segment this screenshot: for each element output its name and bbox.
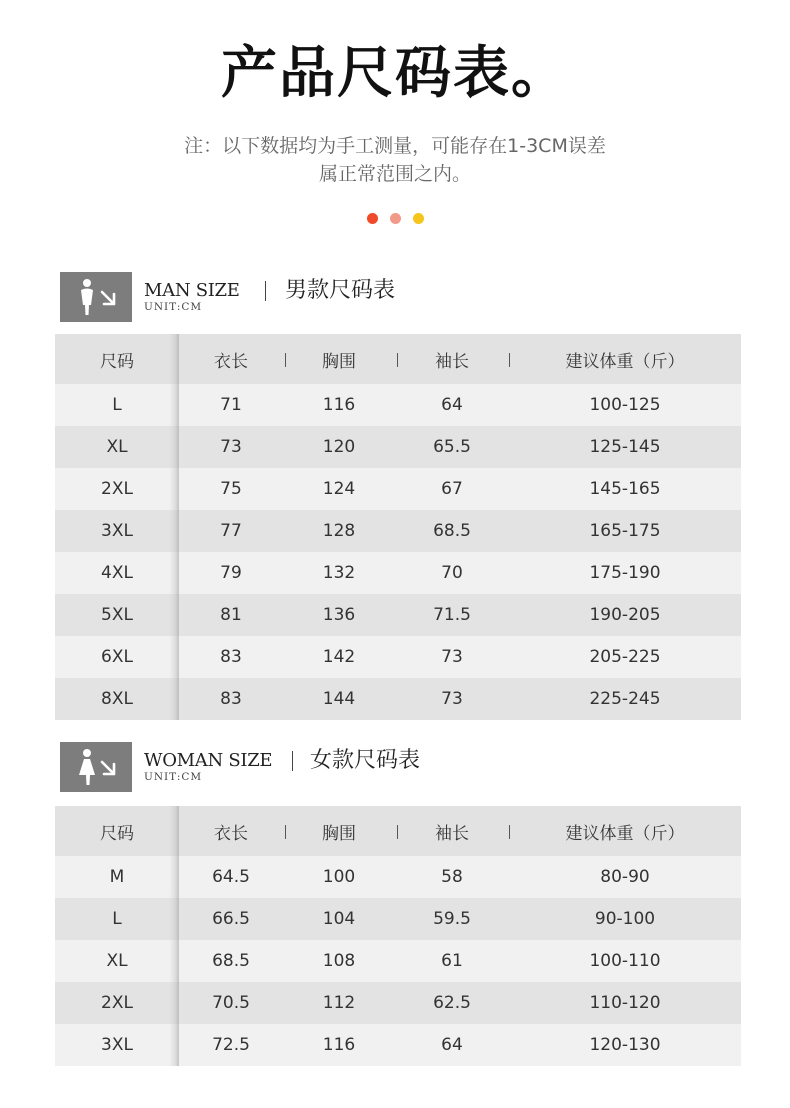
value-cell: 68.5 [212, 951, 250, 971]
value-cell: 205-225 [589, 647, 661, 667]
value-cell: 81 [220, 605, 242, 625]
value-cell: 124 [322, 479, 356, 499]
man-size-title-en: MAN SIZE [144, 280, 240, 301]
measurement-note-line1: 注：以下数据均为手工测量，可能存在1-3CM误差 [184, 135, 606, 157]
value-cell: 116 [322, 395, 356, 415]
size-cell: XL [106, 951, 128, 971]
table-row [55, 468, 741, 510]
man-size-table [55, 334, 741, 720]
header-cell: 胸围 [322, 351, 356, 372]
header-cell: 建议体重（斤） [565, 351, 685, 372]
value-cell: 136 [322, 605, 356, 625]
header-cell: 袖长 [435, 351, 469, 372]
table-row [55, 636, 741, 678]
value-cell: 116 [322, 1035, 356, 1055]
size-cell: 8XL [101, 689, 133, 709]
man-size-unit: UNIT:CM [144, 301, 203, 313]
header-cell: 建议体重（斤） [565, 823, 685, 844]
value-cell: 72.5 [212, 1035, 250, 1055]
value-cell: 65.5 [433, 437, 471, 457]
header-cell: 胸围 [322, 823, 356, 844]
header-separator [285, 353, 286, 367]
size-cell: 5XL [101, 605, 133, 625]
value-cell: 58 [441, 867, 463, 887]
value-cell: 79 [220, 563, 242, 583]
value-cell: 68.5 [433, 521, 471, 541]
table-row [55, 594, 741, 636]
man-title-divider [265, 281, 266, 301]
value-cell: 120 [322, 437, 356, 457]
header-separator [285, 825, 286, 839]
value-cell: 64 [441, 1035, 463, 1055]
size-cell: L [112, 909, 122, 929]
value-cell: 66.5 [212, 909, 250, 929]
table-row [55, 384, 741, 426]
woman-title-divider [292, 751, 293, 771]
table-row [55, 982, 741, 1024]
value-cell: 100 [322, 867, 356, 887]
man-figure-icon [60, 272, 132, 322]
size-cell: 4XL [101, 563, 133, 583]
header-cell: 衣长 [214, 823, 248, 844]
value-cell: 70 [441, 563, 463, 583]
table-row [55, 898, 741, 940]
value-cell: 142 [322, 647, 356, 667]
yellow-dot [413, 213, 424, 224]
value-cell: 75 [220, 479, 242, 499]
value-cell: 83 [220, 647, 242, 667]
value-cell: 71 [220, 395, 242, 415]
value-cell: 125-145 [589, 437, 661, 457]
size-cell: M [109, 867, 125, 887]
pink-dot [390, 213, 401, 224]
man-size-title-cn: 男款尺码表 [285, 278, 396, 303]
value-cell: 83 [220, 689, 242, 709]
woman-size-table [55, 806, 741, 1066]
header-separator [397, 825, 398, 839]
table-row [55, 426, 741, 468]
value-cell: 132 [322, 563, 356, 583]
value-cell: 108 [322, 951, 356, 971]
table-row [55, 552, 741, 594]
value-cell: 145-165 [589, 479, 661, 499]
value-cell: 64 [441, 395, 463, 415]
table-header-row [55, 806, 741, 856]
value-cell: 77 [220, 521, 242, 541]
value-cell: 67 [441, 479, 463, 499]
value-cell: 73 [441, 647, 463, 667]
value-cell: 144 [322, 689, 356, 709]
value-cell: 62.5 [433, 993, 471, 1013]
table-row [55, 510, 741, 552]
woman-figure-icon [60, 742, 132, 792]
value-cell: 59.5 [433, 909, 471, 929]
size-cell: 3XL [101, 521, 133, 541]
value-cell: 64.5 [212, 867, 250, 887]
size-cell: 3XL [101, 1035, 133, 1055]
table-row [55, 940, 741, 982]
value-cell: 104 [322, 909, 356, 929]
value-cell: 90-100 [594, 909, 656, 929]
value-cell: 112 [322, 993, 356, 1013]
value-cell: 100-125 [589, 395, 661, 415]
measurement-note-line2: 属正常范围之内。 [318, 163, 471, 185]
size-cell: 6XL [101, 647, 133, 667]
value-cell: 80-90 [600, 867, 650, 887]
value-cell: 225-245 [589, 689, 661, 709]
size-cell: L [112, 395, 122, 415]
table-row [55, 678, 741, 720]
header-cell: 衣长 [214, 351, 248, 372]
size-cell: 2XL [101, 993, 133, 1013]
size-cell: 2XL [101, 479, 133, 499]
value-cell: 73 [220, 437, 242, 457]
header-cell: 尺码 [100, 351, 134, 372]
table-row [55, 1024, 741, 1066]
value-cell: 190-205 [589, 605, 661, 625]
value-cell: 165-175 [589, 521, 661, 541]
woman-size-unit: UNIT:CM [144, 771, 203, 783]
red-dot [367, 213, 378, 224]
header-cell: 袖长 [435, 823, 469, 844]
value-cell: 70.5 [212, 993, 250, 1013]
header-separator [509, 825, 510, 839]
header-cell: 尺码 [100, 823, 134, 844]
value-cell: 61 [441, 951, 463, 971]
decorative-dots [0, 213, 790, 224]
woman-size-title-en: WOMAN SIZE [144, 750, 273, 771]
value-cell: 128 [322, 521, 356, 541]
header-separator [397, 353, 398, 367]
table-row [55, 856, 741, 898]
size-cell: XL [106, 437, 128, 457]
value-cell: 110-120 [589, 993, 661, 1013]
table-header-row [55, 334, 741, 384]
value-cell: 73 [441, 689, 463, 709]
header-separator [509, 353, 510, 367]
value-cell: 120-130 [589, 1035, 661, 1055]
value-cell: 71.5 [433, 605, 471, 625]
value-cell: 100-110 [589, 951, 661, 971]
woman-size-title-cn: 女款尺码表 [310, 748, 421, 773]
page-title: 产品尺码表。 [221, 41, 569, 106]
value-cell: 175-190 [589, 563, 661, 583]
